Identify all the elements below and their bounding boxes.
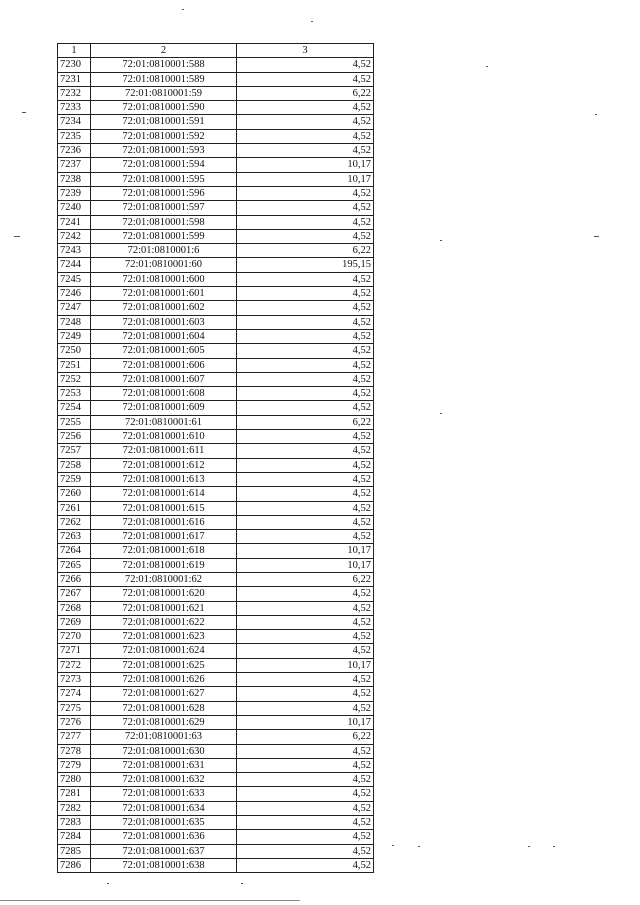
value-cell: 195,15	[237, 258, 374, 272]
value-cell: 4,52	[237, 201, 374, 215]
table-row	[58, 372, 374, 386]
table-row	[58, 501, 374, 515]
table-row	[58, 101, 374, 115]
row-number-cell: 7273	[58, 673, 91, 687]
cadastral-number-cell: 72:01:0810001:628	[91, 701, 237, 715]
value-cell: 10,17	[237, 158, 374, 172]
value-cell: 4,52	[237, 287, 374, 301]
cadastral-number-cell: 72:01:0810001:599	[91, 229, 237, 243]
row-number-cell: 7286	[58, 858, 91, 872]
cadastral-number-cell: 72:01:0810001:617	[91, 530, 237, 544]
row-number-cell: 7284	[58, 830, 91, 844]
value-cell: 4,52	[237, 515, 374, 529]
row-number-cell: 7250	[58, 344, 91, 358]
row-number-cell: 7257	[58, 444, 91, 458]
cadastral-number-cell: 72:01:0810001:607	[91, 372, 237, 386]
value-cell: 4,52	[237, 487, 374, 501]
header-col-2: 2	[91, 44, 237, 58]
value-cell: 10,17	[237, 558, 374, 572]
scan-speck	[553, 846, 555, 847]
row-number-cell: 7271	[58, 644, 91, 658]
value-cell: 4,52	[237, 401, 374, 415]
table-row	[58, 458, 374, 472]
table-row	[58, 816, 374, 830]
value-cell: 4,52	[237, 215, 374, 229]
value-cell: 4,52	[237, 630, 374, 644]
value-cell: 4,52	[237, 329, 374, 343]
row-number-cell: 7282	[58, 801, 91, 815]
table-row	[58, 773, 374, 787]
row-number-cell: 7267	[58, 587, 91, 601]
cadastral-number-cell: 72:01:0810001:633	[91, 787, 237, 801]
scan-speck	[528, 846, 530, 847]
table-row	[58, 158, 374, 172]
value-cell: 6,22	[237, 415, 374, 429]
scan-speck	[107, 883, 109, 884]
value-cell: 4,52	[237, 186, 374, 200]
cadastral-number-cell: 72:01:0810001:606	[91, 358, 237, 372]
cadastral-number-cell: 72:01:0810001:6	[91, 244, 237, 258]
cadastral-number-cell: 72:01:0810001:616	[91, 515, 237, 529]
value-cell: 6,22	[237, 244, 374, 258]
row-number-cell: 7281	[58, 787, 91, 801]
table-row	[58, 572, 374, 586]
value-cell: 4,52	[237, 801, 374, 815]
value-cell: 4,52	[237, 701, 374, 715]
cadastral-number-cell: 72:01:0810001:626	[91, 673, 237, 687]
value-cell: 4,52	[237, 472, 374, 486]
value-cell: 4,52	[237, 101, 374, 115]
table-row	[58, 329, 374, 343]
cadastral-number-cell: 72:01:0810001:629	[91, 715, 237, 729]
value-cell: 4,52	[237, 229, 374, 243]
value-cell: 4,52	[237, 687, 374, 701]
cadastral-table	[57, 43, 374, 873]
table-row	[58, 601, 374, 615]
table-row	[58, 630, 374, 644]
scan-speck	[440, 413, 442, 414]
row-number-cell: 7254	[58, 401, 91, 415]
cadastral-number-cell: 72:01:0810001:593	[91, 144, 237, 158]
value-cell: 6,22	[237, 86, 374, 100]
cadastral-number-cell: 72:01:0810001:611	[91, 444, 237, 458]
value-cell: 6,22	[237, 572, 374, 586]
cadastral-number-cell: 72:01:0810001:615	[91, 501, 237, 515]
row-number-cell: 7258	[58, 458, 91, 472]
cadastral-number-cell: 72:01:0810001:594	[91, 158, 237, 172]
value-cell: 10,17	[237, 658, 374, 672]
scan-edge-line	[0, 900, 300, 901]
row-number-cell: 7277	[58, 730, 91, 744]
value-cell: 10,17	[237, 715, 374, 729]
row-number-cell: 7270	[58, 630, 91, 644]
scan-speck	[241, 883, 243, 884]
value-cell: 4,52	[237, 144, 374, 158]
row-number-cell: 7242	[58, 229, 91, 243]
value-cell: 4,52	[237, 816, 374, 830]
row-number-cell: 7269	[58, 615, 91, 629]
table-row	[58, 744, 374, 758]
row-number-cell: 7234	[58, 115, 91, 129]
scan-speck	[418, 846, 420, 847]
row-number-cell: 7245	[58, 272, 91, 286]
row-number-cell: 7256	[58, 430, 91, 444]
table-row	[58, 858, 374, 872]
cadastral-number-cell: 72:01:0810001:601	[91, 287, 237, 301]
row-number-cell: 7236	[58, 144, 91, 158]
table-row	[58, 72, 374, 86]
cadastral-number-cell: 72:01:0810001:630	[91, 744, 237, 758]
value-cell: 4,52	[237, 272, 374, 286]
cadastral-number-cell: 72:01:0810001:637	[91, 844, 237, 858]
row-number-cell: 7275	[58, 701, 91, 715]
cadastral-number-cell: 72:01:0810001:600	[91, 272, 237, 286]
value-cell: 4,52	[237, 758, 374, 772]
cadastral-number-cell: 72:01:0810001:634	[91, 801, 237, 815]
cadastral-number-cell: 72:01:0810001:604	[91, 329, 237, 343]
cadastral-number-cell: 72:01:0810001:596	[91, 186, 237, 200]
row-number-cell: 7279	[58, 758, 91, 772]
table-row	[58, 186, 374, 200]
table-row	[58, 787, 374, 801]
row-number-cell: 7272	[58, 658, 91, 672]
cadastral-number-cell: 72:01:0810001:62	[91, 572, 237, 586]
value-cell: 4,52	[237, 458, 374, 472]
value-cell: 4,52	[237, 72, 374, 86]
cadastral-number-cell: 72:01:0810001:608	[91, 387, 237, 401]
cadastral-number-cell: 72:01:0810001:625	[91, 658, 237, 672]
value-cell: 4,52	[237, 744, 374, 758]
cadastral-number-cell: 72:01:0810001:605	[91, 344, 237, 358]
row-number-cell: 7243	[58, 244, 91, 258]
value-cell: 4,52	[237, 673, 374, 687]
cadastral-number-cell: 72:01:0810001:627	[91, 687, 237, 701]
row-number-cell: 7280	[58, 773, 91, 787]
value-cell: 4,52	[237, 372, 374, 386]
row-number-cell: 7261	[58, 501, 91, 515]
cadastral-number-cell: 72:01:0810001:63	[91, 730, 237, 744]
row-number-cell: 7248	[58, 315, 91, 329]
cadastral-number-cell: 72:01:0810001:622	[91, 615, 237, 629]
table-row	[58, 115, 374, 129]
row-number-cell: 7240	[58, 201, 91, 215]
table-row	[58, 430, 374, 444]
cadastral-number-cell: 72:01:0810001:588	[91, 58, 237, 72]
row-number-cell: 7260	[58, 487, 91, 501]
cadastral-number-cell: 72:01:0810001:595	[91, 172, 237, 186]
row-number-cell: 7238	[58, 172, 91, 186]
table-row	[58, 86, 374, 100]
cadastral-number-cell: 72:01:0810001:590	[91, 101, 237, 115]
cadastral-number-cell: 72:01:0810001:60	[91, 258, 237, 272]
value-cell: 4,52	[237, 387, 374, 401]
row-number-cell: 7246	[58, 287, 91, 301]
value-cell: 4,52	[237, 115, 374, 129]
table-row	[58, 615, 374, 629]
cadastral-number-cell: 72:01:0810001:632	[91, 773, 237, 787]
cadastral-number-cell: 72:01:0810001:610	[91, 430, 237, 444]
cadastral-number-cell: 72:01:0810001:638	[91, 858, 237, 872]
table-row	[58, 444, 374, 458]
cadastral-number-cell: 72:01:0810001:591	[91, 115, 237, 129]
table-row	[58, 658, 374, 672]
row-number-cell: 7252	[58, 372, 91, 386]
table-row	[58, 801, 374, 815]
cadastral-number-cell: 72:01:0810001:620	[91, 587, 237, 601]
table-row	[58, 244, 374, 258]
table-header-row	[58, 44, 374, 58]
table-row	[58, 673, 374, 687]
scan-speck	[440, 240, 442, 241]
value-cell: 4,52	[237, 830, 374, 844]
table-row	[58, 515, 374, 529]
table-row	[58, 229, 374, 243]
row-number-cell: 7283	[58, 816, 91, 830]
value-cell: 4,52	[237, 58, 374, 72]
table-row	[58, 558, 374, 572]
cadastral-number-cell: 72:01:0810001:597	[91, 201, 237, 215]
value-cell: 4,52	[237, 358, 374, 372]
table-row	[58, 258, 374, 272]
table-row	[58, 472, 374, 486]
value-cell: 10,17	[237, 544, 374, 558]
row-number-cell: 7232	[58, 86, 91, 100]
row-number-cell: 7268	[58, 601, 91, 615]
cadastral-number-cell: 72:01:0810001:603	[91, 315, 237, 329]
cadastral-number-cell: 72:01:0810001:621	[91, 601, 237, 615]
header-col-1: 1	[58, 44, 91, 58]
value-cell: 10,17	[237, 172, 374, 186]
table-row	[58, 215, 374, 229]
cadastral-number-cell: 72:01:0810001:636	[91, 830, 237, 844]
value-cell: 4,52	[237, 344, 374, 358]
scan-speck	[392, 845, 394, 846]
value-cell: 4,52	[237, 601, 374, 615]
row-number-cell: 7259	[58, 472, 91, 486]
scan-speck	[22, 112, 26, 113]
scan-speck	[182, 9, 184, 10]
row-number-cell: 7262	[58, 515, 91, 529]
table-row	[58, 401, 374, 415]
value-cell: 4,52	[237, 844, 374, 858]
cadastral-number-cell: 72:01:0810001:619	[91, 558, 237, 572]
row-number-cell: 7235	[58, 129, 91, 143]
table-row	[58, 344, 374, 358]
row-number-cell: 7239	[58, 186, 91, 200]
cadastral-number-cell: 72:01:0810001:624	[91, 644, 237, 658]
row-number-cell: 7241	[58, 215, 91, 229]
cadastral-number-cell: 72:01:0810001:59	[91, 86, 237, 100]
table-row	[58, 301, 374, 315]
table-row	[58, 201, 374, 215]
row-number-cell: 7255	[58, 415, 91, 429]
value-cell: 4,52	[237, 444, 374, 458]
table-row	[58, 487, 374, 501]
value-cell: 4,52	[237, 615, 374, 629]
row-number-cell: 7237	[58, 158, 91, 172]
value-cell: 4,52	[237, 129, 374, 143]
row-number-cell: 7249	[58, 329, 91, 343]
table-row	[58, 172, 374, 186]
value-cell: 6,22	[237, 730, 374, 744]
row-number-cell: 7265	[58, 558, 91, 572]
scan-speck	[486, 66, 488, 67]
row-number-cell: 7253	[58, 387, 91, 401]
table-row	[58, 730, 374, 744]
cadastral-number-cell: 72:01:0810001:592	[91, 129, 237, 143]
row-number-cell: 7264	[58, 544, 91, 558]
table-row	[58, 544, 374, 558]
cadastral-number-cell: 72:01:0810001:631	[91, 758, 237, 772]
cadastral-number-cell: 72:01:0810001:609	[91, 401, 237, 415]
cadastral-number-cell: 72:01:0810001:635	[91, 816, 237, 830]
cadastral-number-cell: 72:01:0810001:614	[91, 487, 237, 501]
scan-speck	[594, 236, 599, 237]
table-row	[58, 644, 374, 658]
table-row	[58, 315, 374, 329]
table-body	[58, 58, 374, 873]
table-row	[58, 387, 374, 401]
value-cell: 4,52	[237, 773, 374, 787]
value-cell: 4,52	[237, 501, 374, 515]
table-row	[58, 830, 374, 844]
row-number-cell: 7247	[58, 301, 91, 315]
cadastral-number-cell: 72:01:0810001:623	[91, 630, 237, 644]
cadastral-number-cell: 72:01:0810001:602	[91, 301, 237, 315]
row-number-cell: 7266	[58, 572, 91, 586]
header-col-3: 3	[237, 44, 374, 58]
value-cell: 4,52	[237, 787, 374, 801]
table-row	[58, 58, 374, 72]
cadastral-number-cell: 72:01:0810001:612	[91, 458, 237, 472]
table-row	[58, 687, 374, 701]
value-cell: 4,52	[237, 587, 374, 601]
scan-speck	[14, 236, 20, 237]
row-number-cell: 7233	[58, 101, 91, 115]
cadastral-number-cell: 72:01:0810001:589	[91, 72, 237, 86]
table-row	[58, 358, 374, 372]
table-row	[58, 272, 374, 286]
cadastral-number-cell: 72:01:0810001:598	[91, 215, 237, 229]
table-row	[58, 715, 374, 729]
cadastral-number-cell: 72:01:0810001:613	[91, 472, 237, 486]
scan-speck	[311, 21, 313, 22]
value-cell: 4,52	[237, 530, 374, 544]
value-cell: 4,52	[237, 315, 374, 329]
value-cell: 4,52	[237, 430, 374, 444]
table-row	[58, 587, 374, 601]
row-number-cell: 7274	[58, 687, 91, 701]
value-cell: 4,52	[237, 301, 374, 315]
row-number-cell: 7230	[58, 58, 91, 72]
table-row	[58, 530, 374, 544]
table-row	[58, 415, 374, 429]
row-number-cell: 7231	[58, 72, 91, 86]
table-row	[58, 701, 374, 715]
scan-speck	[595, 114, 597, 115]
table-row	[58, 129, 374, 143]
value-cell: 4,52	[237, 858, 374, 872]
table-row	[58, 758, 374, 772]
cadastral-number-cell: 72:01:0810001:618	[91, 544, 237, 558]
row-number-cell: 7276	[58, 715, 91, 729]
value-cell: 4,52	[237, 644, 374, 658]
cadastral-number-cell: 72:01:0810001:61	[91, 415, 237, 429]
table-row	[58, 287, 374, 301]
row-number-cell: 7278	[58, 744, 91, 758]
row-number-cell: 7244	[58, 258, 91, 272]
table-row	[58, 144, 374, 158]
row-number-cell: 7251	[58, 358, 91, 372]
row-number-cell: 7285	[58, 844, 91, 858]
table-row	[58, 844, 374, 858]
row-number-cell: 7263	[58, 530, 91, 544]
